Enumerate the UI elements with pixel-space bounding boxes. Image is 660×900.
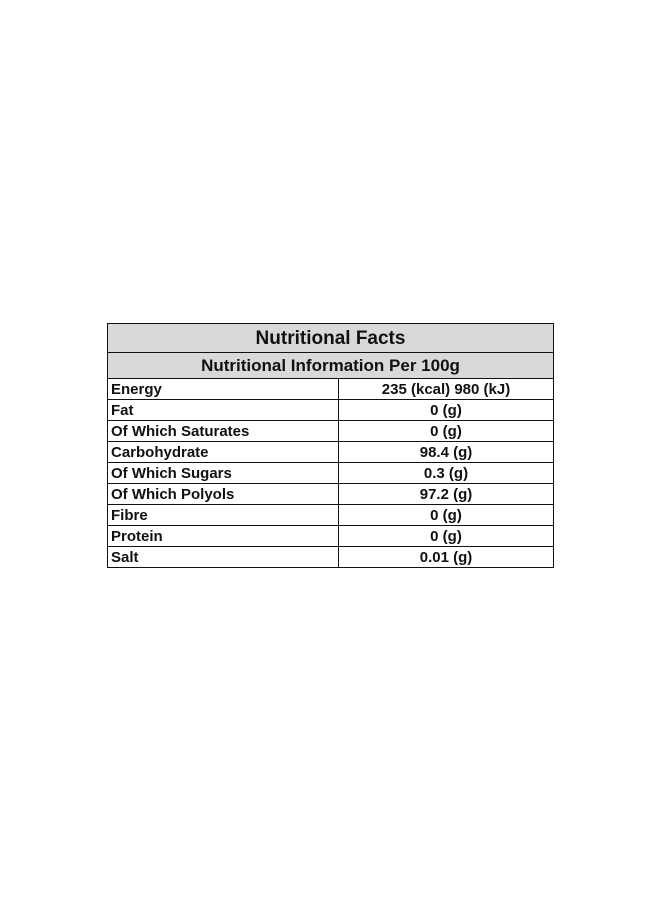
table-row bbox=[108, 463, 554, 484]
nutrient-value: 0.01 (g) bbox=[339, 547, 554, 568]
nutrient-label: Salt bbox=[108, 547, 339, 568]
nutrient-value: 0 (g) bbox=[339, 526, 554, 547]
nutrient-label: Fibre bbox=[108, 505, 339, 526]
table-row bbox=[108, 442, 554, 463]
table-title: Nutritional Facts bbox=[108, 324, 554, 353]
nutrient-value: 98.4 (g) bbox=[339, 442, 554, 463]
nutrient-label: Of Which Saturates bbox=[108, 421, 339, 442]
table-row bbox=[108, 547, 554, 568]
table-row bbox=[108, 526, 554, 547]
table-row bbox=[108, 421, 554, 442]
title-row bbox=[108, 324, 554, 353]
table-row bbox=[108, 400, 554, 421]
nutrient-value: 0 (g) bbox=[339, 421, 554, 442]
nutrient-label: Protein bbox=[108, 526, 339, 547]
table-row bbox=[108, 379, 554, 400]
subtitle-row bbox=[108, 353, 554, 379]
nutrient-value: 0 (g) bbox=[339, 505, 554, 526]
nutrient-label: Carbohydrate bbox=[108, 442, 339, 463]
nutrient-value: 235 (kcal) 980 (kJ) bbox=[339, 379, 554, 400]
table-subtitle: Nutritional Information Per 100g bbox=[108, 353, 554, 379]
table-row bbox=[108, 505, 554, 526]
table-row bbox=[108, 484, 554, 505]
nutrient-value: 0 (g) bbox=[339, 400, 554, 421]
nutrient-value: 97.2 (g) bbox=[339, 484, 554, 505]
nutrient-label: Fat bbox=[108, 400, 339, 421]
nutrition-facts-table bbox=[107, 323, 554, 568]
nutrient-label: Of Which Sugars bbox=[108, 463, 339, 484]
nutrient-label: Energy bbox=[108, 379, 339, 400]
nutrient-label: Of Which Polyols bbox=[108, 484, 339, 505]
nutrient-value: 0.3 (g) bbox=[339, 463, 554, 484]
